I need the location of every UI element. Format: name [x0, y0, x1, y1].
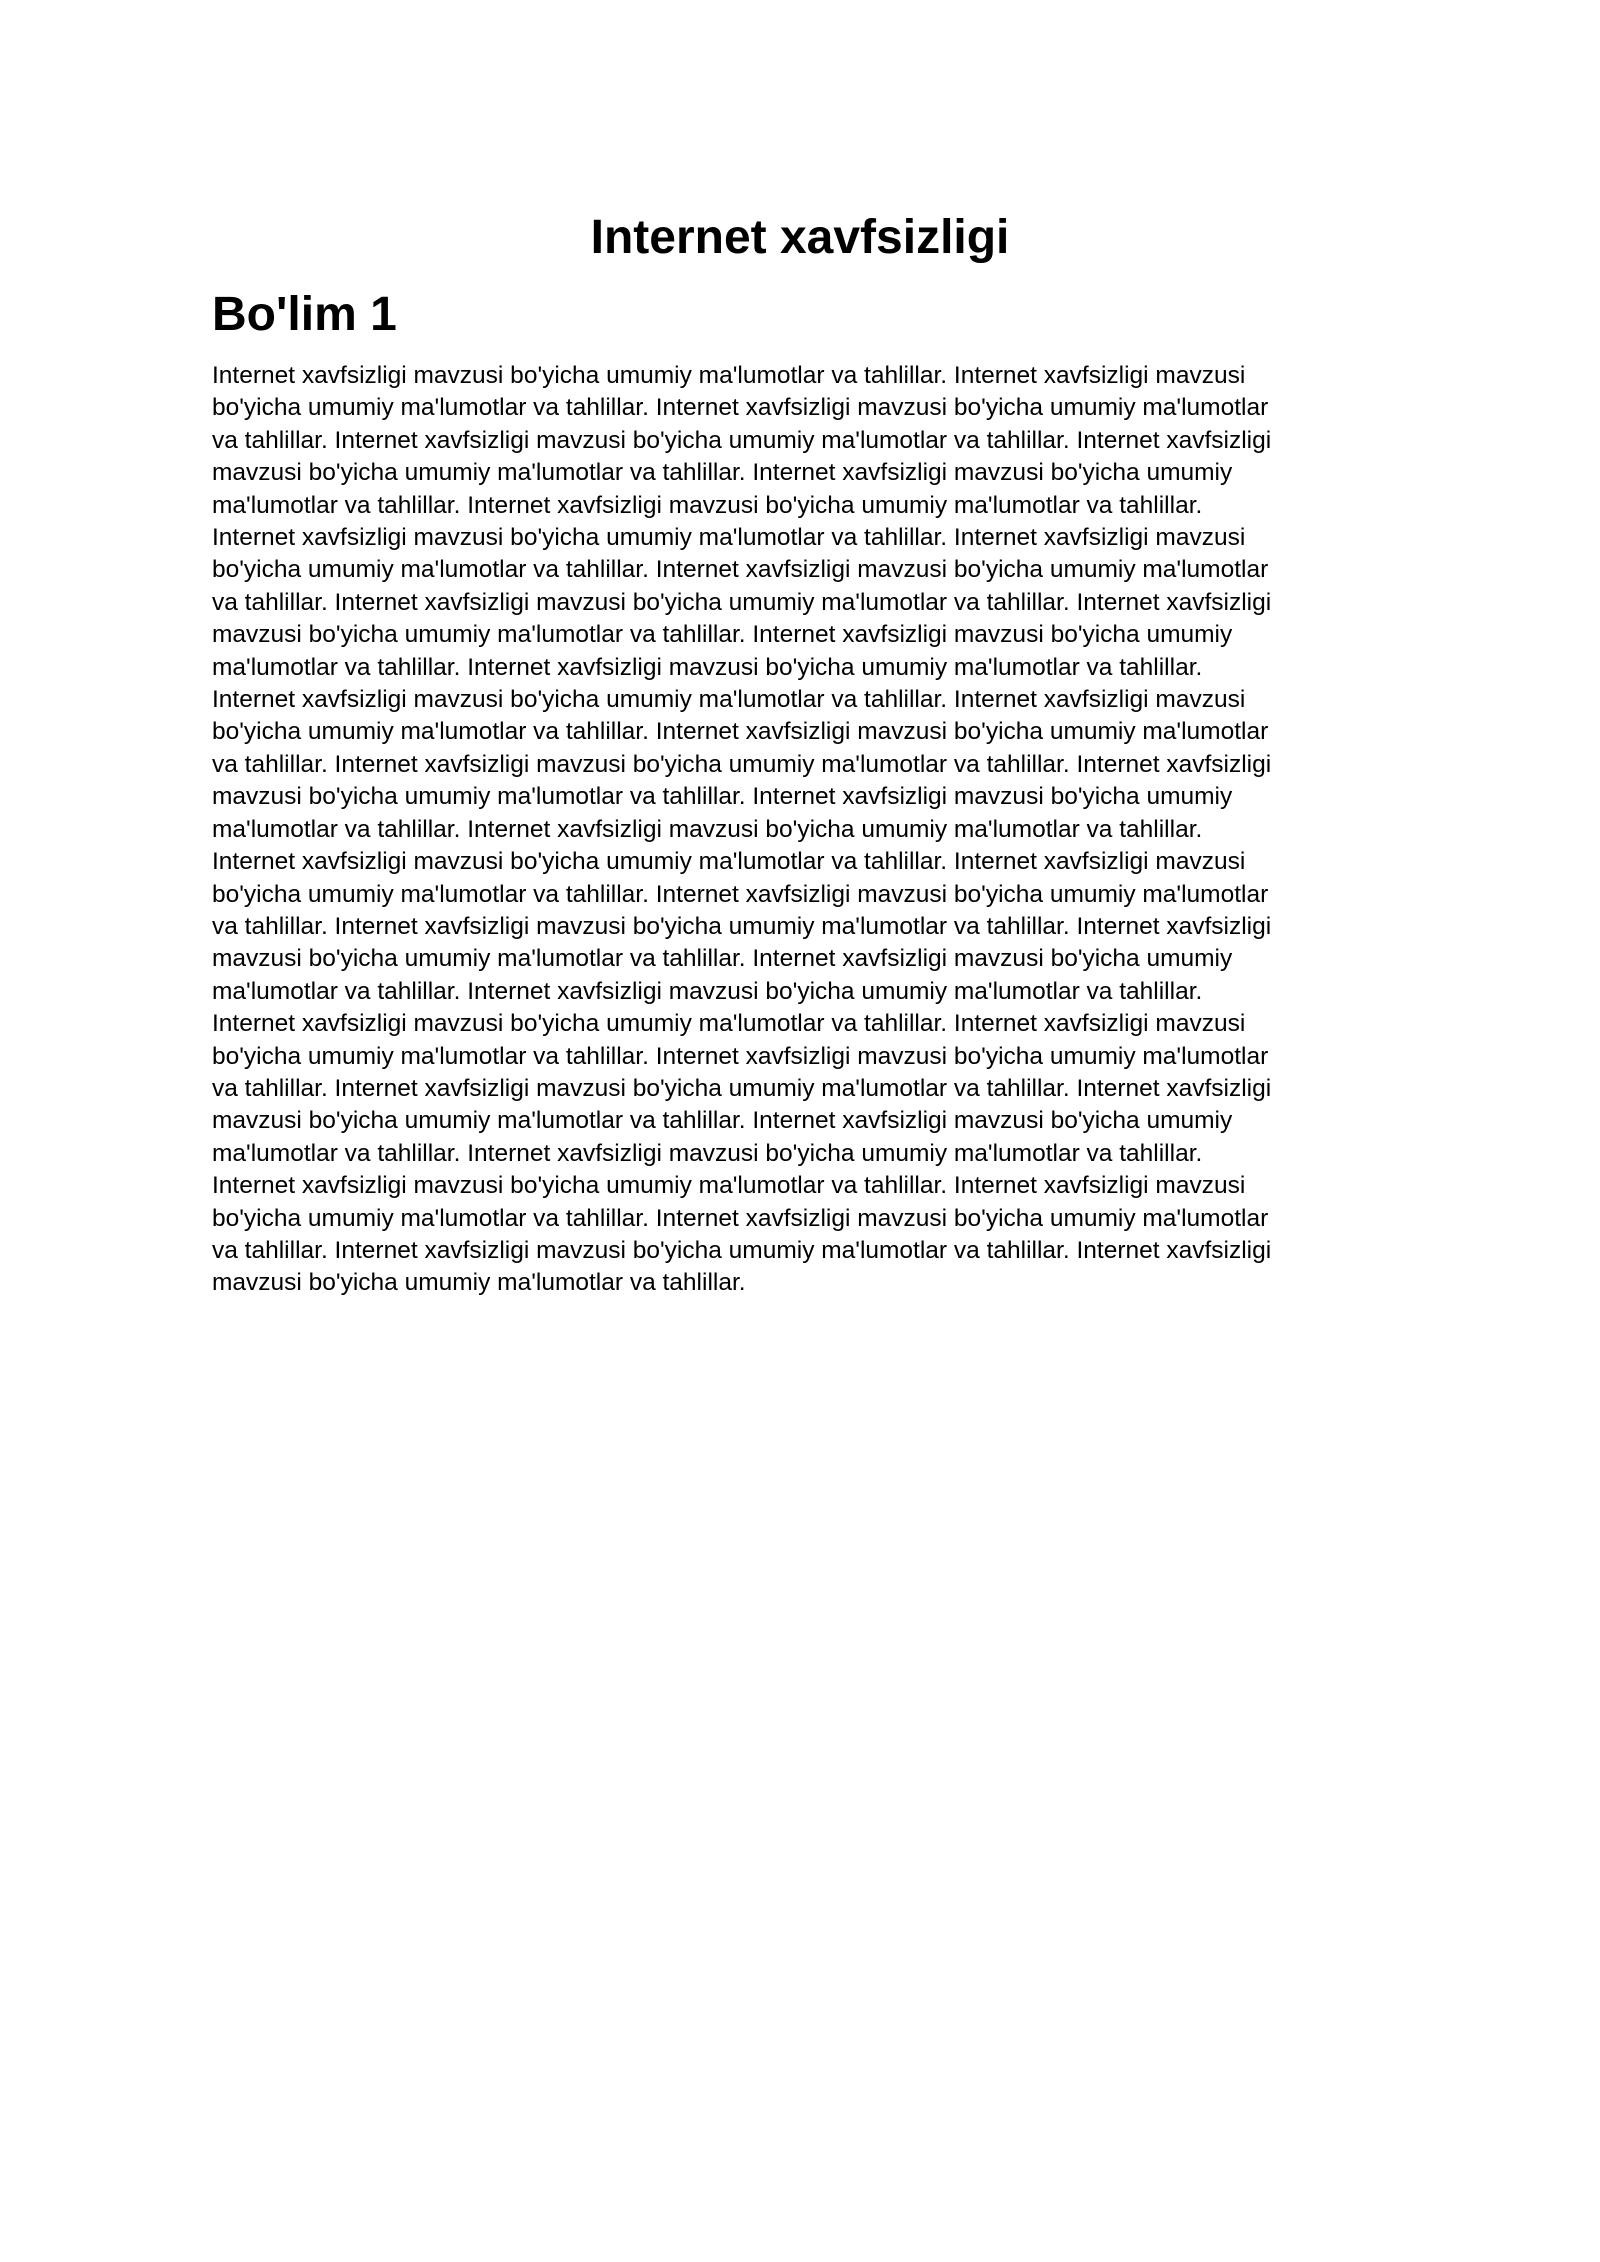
paragraph-line: Internet xavfsizligi mavzusi bo'yicha umumiy ma'lumotlar va tahlillar. Internet xavfsizligi mavzusi: [212, 1010, 1246, 1038]
paragraph-line: va tahlillar. Internet xavfsizligi mavzusi bo'yicha umumiy ma'lumotlar va tahlillar. Internet xavfsizligi: [212, 912, 1272, 940]
paragraph-line: mavzusi bo'yicha umumiy ma'lumotlar va tahlillar. Internet xavfsizligi mavzusi bo'yicha umumiy: [212, 1107, 1233, 1135]
document-title: Internet xavfsizligi: [590, 211, 1010, 264]
paragraph-line: va tahlillar. Internet xavfsizligi mavzusi bo'yicha umumiy ma'lumotlar va tahlillar. Internet xavfsizligi: [212, 750, 1272, 778]
paragraph-line: va tahlillar. Internet xavfsizligi mavzusi bo'yicha umumiy ma'lumotlar va tahlillar. Internet xavfsizligi: [212, 1236, 1272, 1264]
paragraph-line: bo'yicha umumiy ma'lumotlar va tahlillar. Internet xavfsizligi mavzusi bo'yicha umumiy ma'lumotlar: [212, 394, 1269, 422]
paragraph-line: va tahlillar. Internet xavfsizligi mavzusi bo'yicha umumiy ma'lumotlar va tahlillar. Internet xavfsizligi: [212, 426, 1272, 454]
paragraph-line: Internet xavfsizligi mavzusi bo'yicha umumiy ma'lumotlar va tahlillar. Internet xavfsizligi mavzusi: [212, 524, 1246, 552]
paragraph-line: bo'yicha umumiy ma'lumotlar va tahlillar. Internet xavfsizligi mavzusi bo'yicha umumiy ma'lumotlar: [212, 718, 1269, 746]
section-heading: Bo'lim 1: [212, 288, 397, 341]
paragraph-line: ma'lumotlar va tahlillar. Internet xavfsizligi mavzusi bo'yicha umumiy ma'lumotlar va tahlillar.: [212, 1139, 1203, 1167]
paragraph-line: bo'yicha umumiy ma'lumotlar va tahlillar. Internet xavfsizligi mavzusi bo'yicha umumiy ma'lumotlar: [212, 556, 1269, 584]
paragraph-line: Internet xavfsizligi mavzusi bo'yicha umumiy ma'lumotlar va tahlillar. Internet xavfsizligi mavzusi: [212, 362, 1246, 389]
paragraph-line: va tahlillar. Internet xavfsizligi mavzusi bo'yicha umumiy ma'lumotlar va tahlillar. Internet xavfsizligi: [212, 1074, 1272, 1102]
paragraph-line: Internet xavfsizligi mavzusi bo'yicha umumiy ma'lumotlar va tahlillar. Internet xavfsizligi mavzusi: [212, 1172, 1246, 1200]
paragraph-line: bo'yicha umumiy ma'lumotlar va tahlillar. Internet xavfsizligi mavzusi bo'yicha umumiy ma'lumotlar: [212, 880, 1269, 908]
paragraph-line: va tahlillar. Internet xavfsizligi mavzusi bo'yicha umumiy ma'lumotlar va tahlillar. Internet xavfsizligi: [212, 588, 1272, 616]
paragraph-line: mavzusi bo'yicha umumiy ma'lumotlar va tahlillar. Internet xavfsizligi mavzusi bo'yicha umumiy: [212, 945, 1233, 973]
paragraph-line: mavzusi bo'yicha umumiy ma'lumotlar va tahlillar. Internet xavfsizligi mavzusi bo'yicha umumiy: [212, 783, 1233, 811]
paragraph-line: bo'yicha umumiy ma'lumotlar va tahlillar. Internet xavfsizligi mavzusi bo'yicha umumiy ma'lumotlar: [212, 1204, 1269, 1232]
paragraph-line: ma'lumotlar va tahlillar. Internet xavfsizligi mavzusi bo'yicha umumiy ma'lumotlar va tahlillar.: [212, 491, 1203, 519]
paragraph-line: bo'yicha umumiy ma'lumotlar va tahlillar. Internet xavfsizligi mavzusi bo'yicha umumiy ma'lumotlar: [212, 1042, 1269, 1070]
paragraph-line: ma'lumotlar va tahlillar. Internet xavfsizligi mavzusi bo'yicha umumiy ma'lumotlar va tahlillar.: [212, 653, 1203, 681]
paragraph-line: ma'lumotlar va tahlillar. Internet xavfsizligi mavzusi bo'yicha umumiy ma'lumotlar va tahlillar.: [212, 977, 1203, 1005]
paragraph-line: Internet xavfsizligi mavzusi bo'yicha umumiy ma'lumotlar va tahlillar. Internet xavfsizligi mavzusi: [212, 686, 1246, 714]
section-paragraph: [212, 360, 1388, 1300]
paragraph-line: mavzusi bo'yicha umumiy ma'lumotlar va tahlillar. Internet xavfsizligi mavzusi bo'yicha umumiy: [212, 459, 1233, 487]
paragraph-line: mavzusi bo'yicha umumiy ma'lumotlar va tahlillar.: [212, 1269, 746, 1297]
paragraph-line: ma'lumotlar va tahlillar. Internet xavfsizligi mavzusi bo'yicha umumiy ma'lumotlar va tahlillar.: [212, 815, 1203, 843]
paragraph-line: mavzusi bo'yicha umumiy ma'lumotlar va tahlillar. Internet xavfsizligi mavzusi bo'yicha umumiy: [212, 621, 1233, 649]
paragraph-line: Internet xavfsizligi mavzusi bo'yicha umumiy ma'lumotlar va tahlillar. Internet xavfsizligi mavzusi: [212, 848, 1246, 876]
